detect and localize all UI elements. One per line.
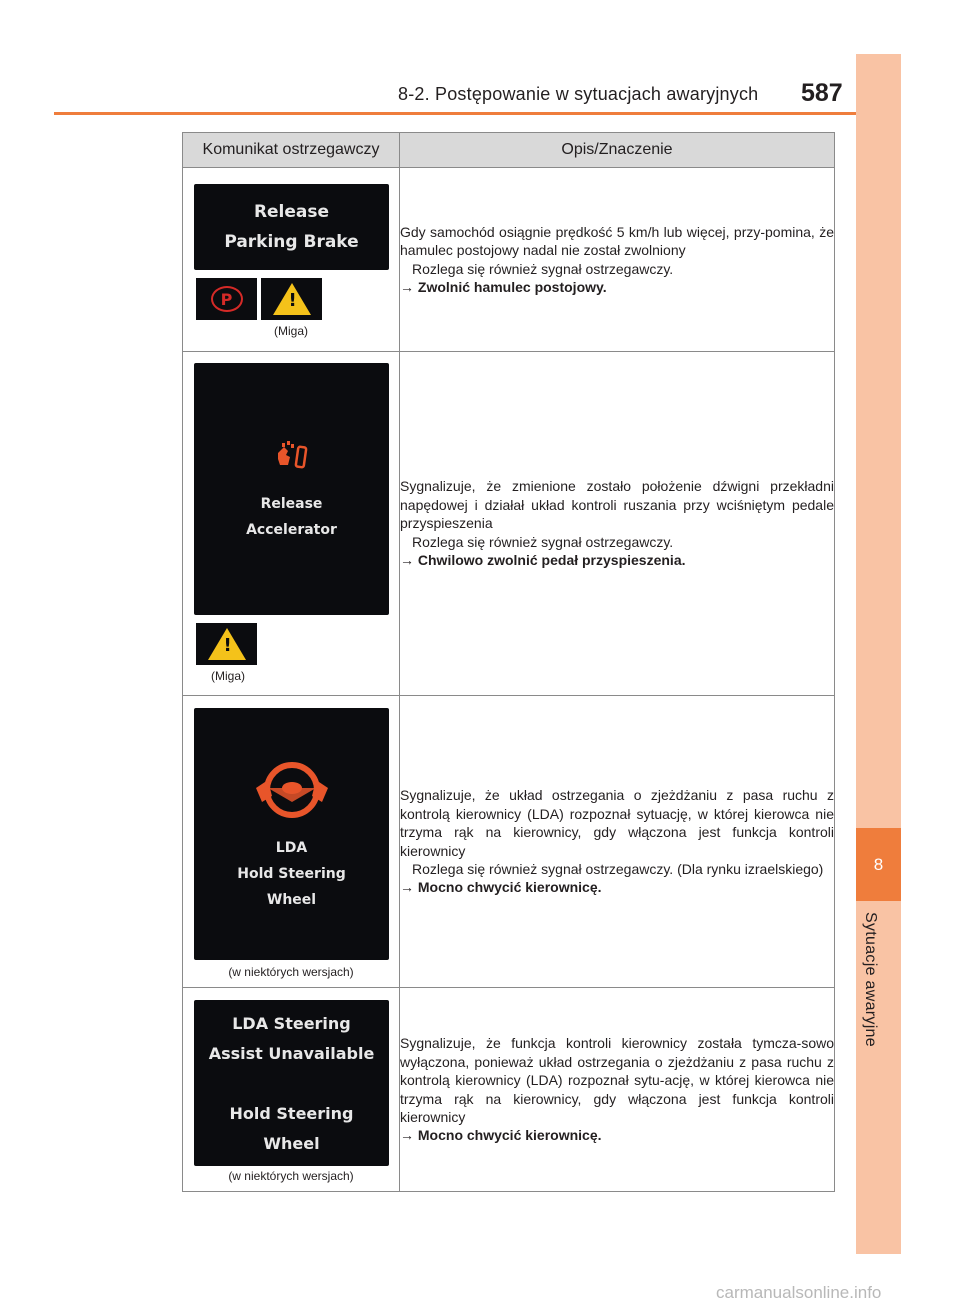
- display-text-line: Hold Steering: [229, 1104, 354, 1123]
- chapter-side-tab[interactable]: [856, 54, 901, 1254]
- arrow-icon: →: [400, 278, 414, 295]
- chapter-side-label: Sytuacje awaryjne: [862, 912, 879, 1047]
- message-image-cell: [183, 352, 400, 696]
- arrow-icon: →: [400, 879, 414, 896]
- description-cell: [400, 988, 835, 1192]
- display-text-line: Wheel: [266, 892, 317, 908]
- caption-some-versions: (w niektórych wersjach): [228, 965, 354, 979]
- action-text: [400, 878, 834, 896]
- display-release-accelerator: [194, 363, 389, 615]
- action-label: Chwilowo zwolnić pedał przyspieszenia.: [417, 552, 686, 569]
- note-text: Rozlega się również sygnał ostrzegawczy.: [412, 533, 674, 550]
- warning-triangle-icon: !: [273, 283, 311, 315]
- action-label: Mocno chwycić kierownicę.: [417, 879, 602, 896]
- caption-blinking: (Miga): [273, 324, 308, 338]
- action-text: [400, 278, 834, 296]
- note-text: Rozlega się również sygnał ostrzegawczy.: [412, 260, 674, 277]
- description-cell: [400, 352, 835, 696]
- display-text-line: Hold Steering: [237, 866, 346, 882]
- column-header-message: Komunikat ostrzegawczy: [183, 133, 400, 168]
- warning-messages-table: [182, 132, 835, 1192]
- arrow-icon: →: [400, 552, 414, 569]
- description-text: Sygnalizuje, że układ ostrzegania o zjeżdżaniu z pasa ruchu z kontrolą kierownicy (LDA) rozpoznał sytuację, w której kierowca nie trzyma rąk na kierownicy, gdy włączona jest funkcja kontroli kierownicy: [400, 787, 834, 859]
- note-text: Rozlega się również sygnał ostrzegawczy. (Dla rynku izraelskiego): [412, 860, 824, 877]
- chapter-number-badge: 8: [856, 828, 901, 901]
- caption-some-versions: (w niektórych wersjach): [228, 1169, 354, 1183]
- foot-on-pedal-icon: [274, 441, 310, 471]
- column-header-description: Opis/Znaczenie: [400, 133, 835, 168]
- table-row: [183, 696, 835, 988]
- display-text-line: Accelerator: [246, 522, 337, 538]
- display-lda-hold-steering-wheel: [194, 708, 389, 960]
- display-text-line: LDA Steering: [232, 1014, 351, 1033]
- display-text-line: Release: [253, 202, 330, 222]
- parking-brake-icon: P: [211, 286, 243, 312]
- description-cell: [400, 696, 835, 988]
- display-text-line: Assist Unavailable: [208, 1044, 375, 1063]
- description-cell: [400, 168, 835, 352]
- warning-indicator: [261, 278, 322, 320]
- display-text-line: Release: [260, 496, 323, 512]
- description-text: Gdy samochód osiągnie prędkość 5 km/h lub więcej, przy-pomina, że hamulec postojowy nadal nie został zwolniony: [400, 223, 834, 259]
- warning-triangle-icon: !: [208, 628, 246, 660]
- table-row: [183, 988, 835, 1192]
- action-label: Mocno chwycić kierownicę.: [417, 1127, 602, 1144]
- action-text: [400, 551, 834, 569]
- section-title: 8-2. Postępowanie w sytuacjach awaryjnych: [398, 84, 759, 104]
- table-header-row: [183, 133, 835, 168]
- arrow-icon: →: [400, 1127, 414, 1144]
- display-text-line: Wheel: [263, 1134, 320, 1153]
- display-release-parking-brake: [194, 184, 389, 270]
- warning-indicator: [196, 623, 257, 665]
- description-text: Sygnalizuje, że zmienione zostało położenie dźwigni przekładni napędowej i działał układ kontroli ruszania przy wciśniętym pedale przyspieszenia: [400, 478, 834, 532]
- description-text: Sygnalizuje, że funkcja kontroli kierownicy została tymcza-sowo wyłączona, ponieważ układ ostrzegania o zjeżdżaniu z pasa ruchu z kontrolą kierownicy (LDA) rozpoznał sytu-ację, w której kierowca nie trzyma rąk na kierownicy, gdy włączona jest funkcja kontroli kierownicy: [400, 1035, 834, 1125]
- message-image-cell: [183, 988, 400, 1192]
- parking-brake-indicator: [196, 278, 257, 320]
- display-lda-steering-assist-unavailable: [194, 1000, 389, 1166]
- hands-on-steering-wheel-icon: [254, 758, 330, 822]
- caption-blinking: (Miga): [210, 669, 245, 683]
- action-label: Zwolnić hamulec postojowy.: [417, 278, 607, 295]
- table-row: [183, 168, 835, 352]
- message-image-cell: [183, 696, 400, 988]
- display-text-line: Parking Brake: [224, 232, 359, 252]
- header-rule: [54, 112, 900, 115]
- message-image-cell: [183, 168, 400, 352]
- page-number: 587: [801, 79, 843, 107]
- display-text-line: LDA: [275, 840, 308, 856]
- watermark: carmanualsonline.info: [716, 1283, 882, 1302]
- action-text: [400, 1126, 834, 1144]
- table-row: [183, 352, 835, 696]
